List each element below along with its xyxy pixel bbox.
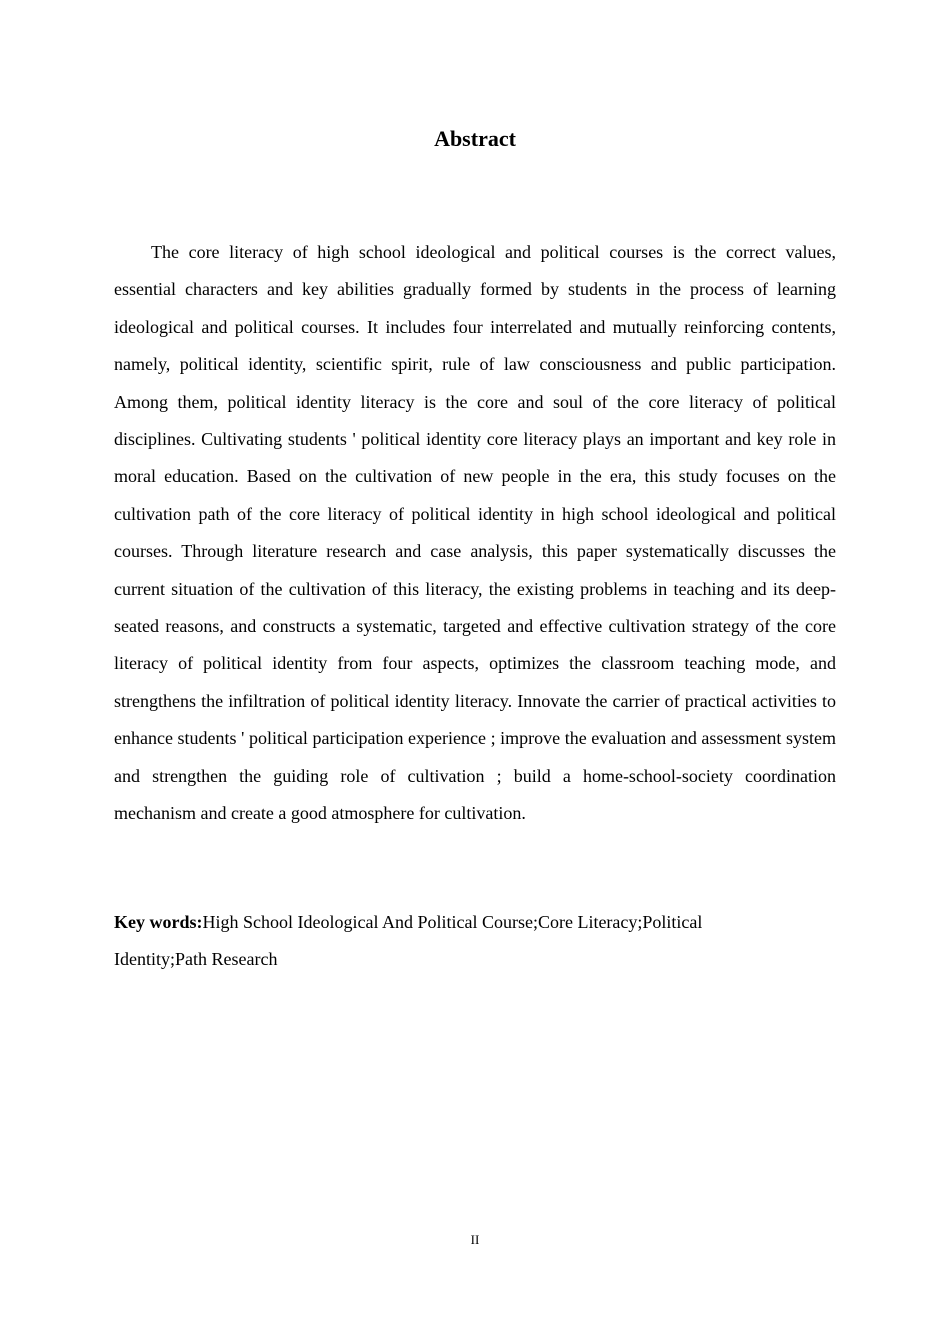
- keywords-line: [114, 904, 764, 979]
- abstract-title: Abstract: [434, 126, 516, 151]
- page-number: II: [470, 1232, 480, 1247]
- keywords-value: High School Ideological And Political Course;Core Literacy;Political Identity;Path Research: [114, 912, 703, 970]
- keywords-label: Key words:: [114, 912, 203, 932]
- abstract-body: The core literacy of high school ideological and political courses is the correct values, essential characters and key abilities gradually formed by students in the process of learning ideological and political courses. It includes four interrelated and mutually reinforcing contents, namely, political identity, scientific spirit, rule of law consciousness and public participation. Among them, political identity literacy is the core and soul of the core literacy of political disciplines. Cultivating students ' political identity core literacy plays an important and key role in moral education. Based on the cultivation of new people in the era, this study focuses on the cultivation path of the core literacy of political identity in high school ideological and political courses. Through literature research and case analysis, this paper systematically discusses the current situation of the cultivation of this literacy, the existing problems in teaching and its deep-seated reasons, and constructs a systematic, targeted and effective cultivation strategy of the core literacy of political identity from four aspects, optimizes the classroom teaching mode, and strengthens the infiltration of political identity literacy. Innovate the carrier of practical activities to enhance students ' political participation experience ; improve the evaluation and assessment system and strengthen the guiding role of cultivation ; build a home-school-society coordination mechanism and create a good atmosphere for cultivation.: [114, 242, 836, 824]
